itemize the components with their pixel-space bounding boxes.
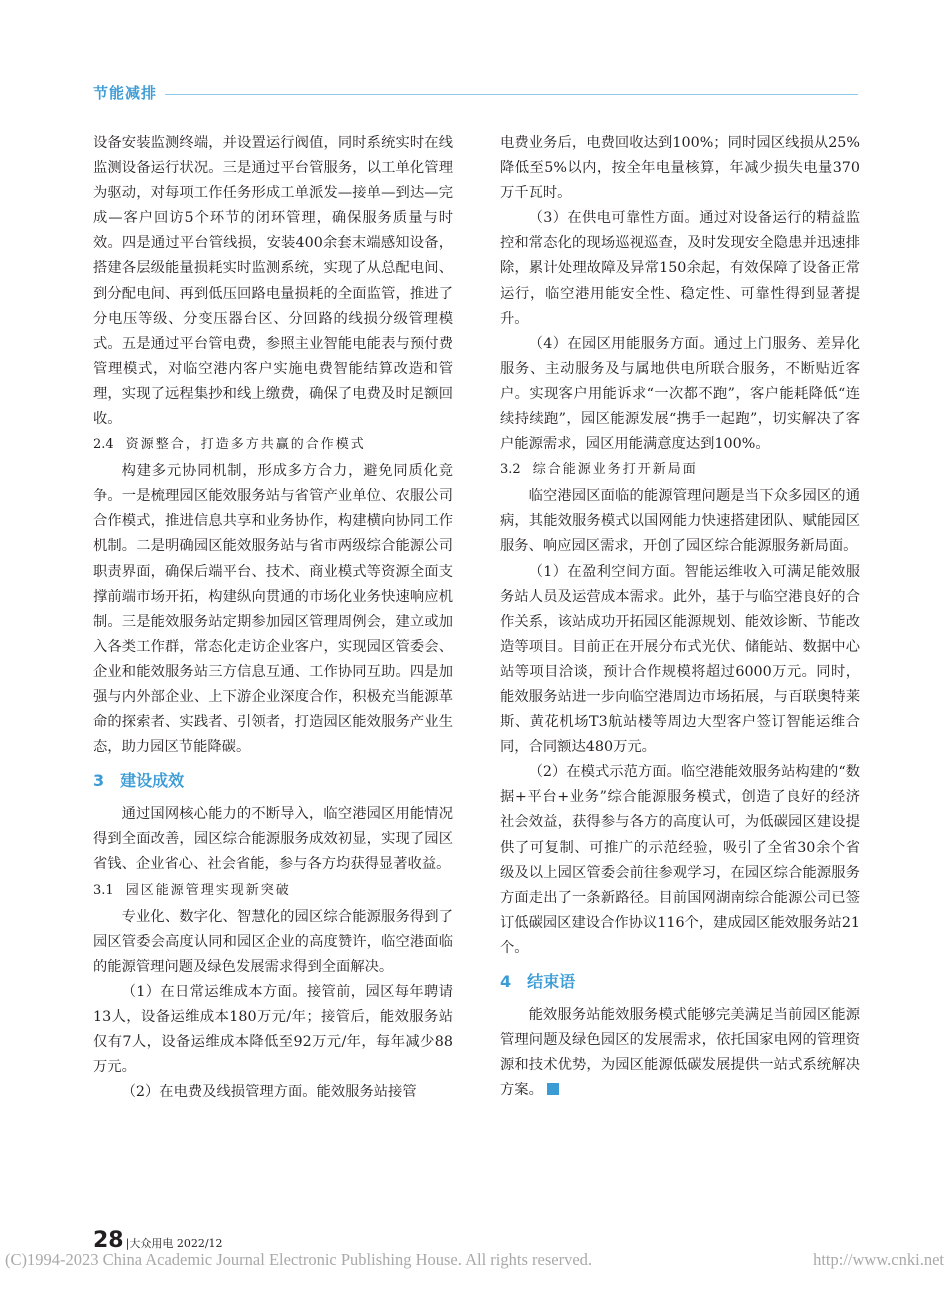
- heading-text: 资源整合，打造多方共赢的合作模式: [125, 437, 366, 453]
- subsection-heading-2-4: [93, 434, 453, 456]
- heading-text: 园区能源管理实现新突破: [125, 882, 291, 898]
- copyright-text: (C)1994-2023 China Academic Journal Electronic Publishing House. All rights reserved.: [5, 1250, 593, 1269]
- subsection-heading-3-2: [500, 459, 860, 481]
- paragraph: 构建多元协同机制，形成多方合力，避免同质化竞争。一是梳理园区能效服务站与省管产业单位、农服公司合作模式，推进信息共享和业务协作，构建横向协同工作机制。二是明确园区能效服务站与省市两级综合能源公司职责界面，确保后端平台、技术、商业模式等资源全面支撑前端市场开拓，构建纵向贯通的市场化业务快速响应机制。三是能效服务站定期参加园区管理周例会，建立或加入各类工作群，常态化走访企业客户，实现园区管委会、企业和能效服务站三方信息互通、工作协同互助。四是加强与内外部企业、上下游企业深度合作，积极充当能源革命的探索者、实践者、引领者，打造园区能效服务产业生态，助力园区节能降碳。: [93, 463, 453, 756]
- running-header: [93, 80, 858, 110]
- section-heading-4: [500, 969, 860, 995]
- section-heading-3: [93, 768, 453, 794]
- page-number: 28: [93, 1228, 124, 1253]
- paragraph: 电费业务后，电费回收达到100%；同时园区线损从25%降低至5%以内，按全年电量核算，年减少损失电量370万千瓦时。: [500, 135, 860, 202]
- closing-text: 能效服务站能效服务模式能够完美满足当前园区能源管理问题及绿色园区的发展需求，依托国家电网的管理资源和技术优势，为园区能源低碳发展提供一站式系统解决方案。: [500, 1007, 860, 1099]
- heading-number: 4: [500, 972, 512, 991]
- paragraph: 通过国网核心能力的不断导入，临空港园区用能情况得到全面改善，园区综合能源服务成效初显，实现了园区省钱、企业省心、社会省能，参与各方均获得显著收益。: [93, 806, 453, 873]
- end-square-icon: [547, 1083, 559, 1095]
- heading-text: 结束语: [527, 972, 576, 991]
- paragraph: 设备安装监测终端，并设置运行阀值，同时系统实时在线监测设备运行状况。三是通过平台管服务，以工单化管理为驱动，对每项工作任务形成工单派发—接单—到达—完成—客户回访5个环节的闭环管理，确保服务质量与时效。四是通过平台管线损，安装400余套末端感知设备，搭建各层级能量损耗实时监测系统，实现了从总配电间、到分配电间、再到低压回路电量损耗的全面监管，推进了分电压等级、分变压器台区、分回路的线损分级管理模式。五是通过平台管电费，参照主业智能电能表与预付费管理模式，对临空港内客户实施电费智能结算改造和管理，实现了远程集抄和线上缴费，确保了电费及时足额回收。: [93, 135, 454, 428]
- paragraph: （4）在园区用能服务方面。通过上门服务、差异化服务、主动服务及与属地供电所联合服务，不断贴近客户。实现客户用能诉求“一次都不跑”，客户能耗降低“连续持续跑”，园区能源发展“携手一起跑”，切实解决了客户能源需求，园区用能满意度达到100%。: [500, 335, 860, 453]
- heading-text: 综合能源业务打开新局面: [532, 462, 698, 478]
- paragraph: 临空港园区面临的能源管理问题是当下众多园区的通病，其能效服务模式以国网能力快速搭建团队、赋能园区服务、响应园区需求，开创了园区综合能源服务新局面。: [500, 488, 860, 555]
- heading-number: 2.4: [93, 437, 114, 453]
- paragraph: （2）在电费及线损管理方面。能效服务站接管: [121, 1084, 417, 1101]
- section-label: 节能减排: [93, 84, 158, 102]
- paragraph: （1）在盈利空间方面。智能运维收入可满足能效服务站人员及运营成本需求。此外，基于与临空港良好的合作关系，该站成功开拓园区能源规划、能效诊断、节能改造等项目。目前正在开展分布式光伏、储能站、数据中心站等项目洽谈，预计合作规模将超过6000万元。同时，能效服务站进一步向临空港周边市场拓展，与百联奥特莱斯、黄花机场T3航站楼等周边大型客户签订智能运维合同，合同额达480万元。: [500, 563, 860, 756]
- subsection-heading-3-1: [93, 880, 453, 902]
- heading-number: 3: [93, 771, 105, 791]
- paragraph: （1）在日常运维成本方面。接管前，园区每年聘请13人，设备运维成本180万元/年；接管后，能效服务站仅有7人，设备运维成本降低至92万元/年，每年减少88万元。: [93, 983, 453, 1076]
- heading-number: 3.1: [93, 882, 114, 898]
- left-column: [93, 131, 453, 1105]
- heading-number: 3.2: [500, 462, 521, 478]
- header-rule: [165, 94, 858, 95]
- journal-issue: |大众用电 2022/12: [125, 1237, 223, 1250]
- cnki-url: http://www.cnki.net: [813, 1250, 944, 1269]
- paragraph: （2）在模式示范方面。临空港能效服务站构建的“数据+平台+业务”综合能源服务模式，创造了良好的经济社会效益，获得参与各方的高度认可，为低碳园区建设提供了可复制、可推广的示范经验，吸引了全省30余个省级及以上园区管委会前往参观学习，在园区综合能源服务方面走出了一条新路径。目前国网湖南综合能源公司已签订低碳园区建设合作协议116个，建成园区能效服务站21个。: [500, 764, 861, 956]
- paragraph: （3）在供电可靠性方面。通过对设备运行的精益监控和常态化的现场巡视巡查，及时发现安全隐患并迅速排除，累计处理故障及异常150余起，有效保障了设备正常运行，临空港用能安全性、稳定性、可靠性得到显著提升。: [500, 210, 860, 327]
- paragraph: [500, 1003, 860, 1103]
- paragraph: 专业化、数字化、智慧化的园区综合能源服务得到了园区管委会高度认同和园区企业的高度赞许，临空港面临的能源管理问题及绿色发展需求得到全面解决。: [93, 908, 453, 975]
- heading-text: 建设成效: [120, 771, 185, 791]
- right-column: [500, 131, 860, 1103]
